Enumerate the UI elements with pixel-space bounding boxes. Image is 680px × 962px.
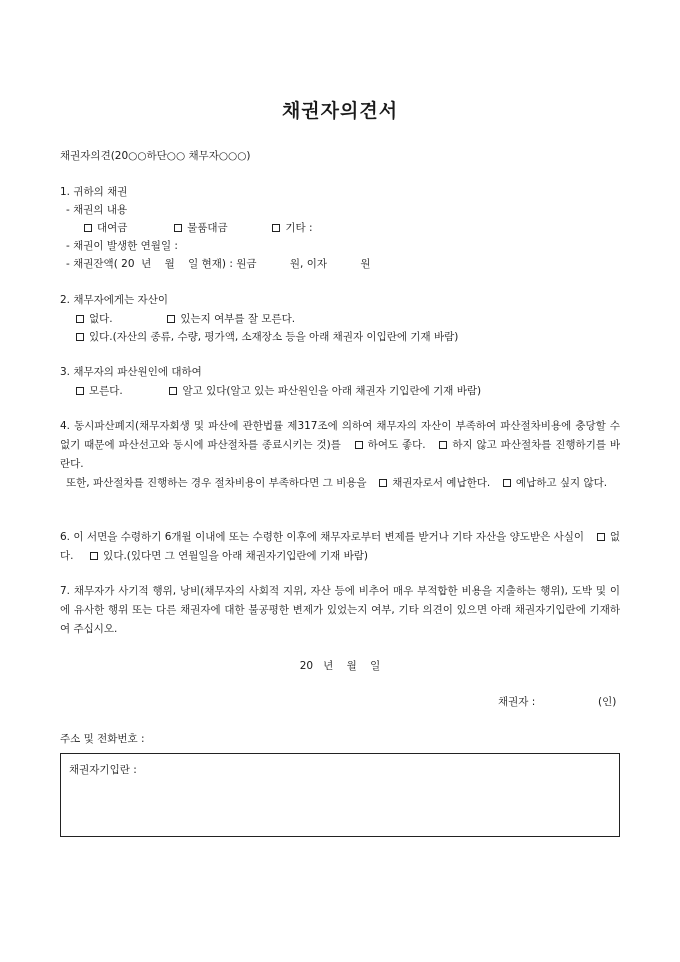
date-line: 20 년 월 일 [299,660,381,672]
address-phone-label: 주소 및 전화번호 : [60,733,145,745]
claim-date-label: - 채권이 발생한 연월일 : [66,240,178,252]
empty-checkbox-icon[interactable] [174,224,182,232]
asset-options-row1 [76,313,295,326]
empty-checkbox-icon[interactable] [272,224,280,232]
empty-checkbox-icon[interactable] [76,333,84,341]
section6-paragraph [60,528,620,566]
empty-checkbox-icon[interactable] [169,387,177,395]
option-no-assets: 없다. [89,313,113,325]
section4-paragraph [60,417,620,493]
claim-content-label: - 채권의 내용 [66,204,128,216]
option-goods-price: 물품대금 [187,222,228,234]
option-no-repayment: 없다. [60,531,621,562]
empty-checkbox-icon[interactable] [597,533,605,541]
option-loan: 대여금 [97,222,128,234]
option-no-prepay: 예납하고 싶지 않다. [515,477,608,489]
empty-checkbox-icon[interactable] [439,441,447,449]
option-other: 기타 : [285,222,313,234]
option-dismiss-ok: 하여도 좋다. [367,439,426,451]
section4-text-a: 4. 동시파산폐지(채무자회생 및 파산에 관한법률 제317조에 의하여 채무자의 자산이 부족하여 파산절차비용에 충당할 수 없기 때문에 파산선고와 동시에 파산절차를 종료시키는 것)를 [60,420,620,451]
empty-checkbox-icon[interactable] [503,479,511,487]
empty-checkbox-icon[interactable] [379,479,387,487]
option-prepay: 채권자로서 예납한다. [392,477,491,489]
option-had-repayment: 있다.(있다면 그 연월일을 아래 채권자기입란에 기재 바람) [103,550,369,562]
seal-mark: (인) [598,696,617,708]
entry-box-label: 채권자기입란 : [69,764,137,776]
option-cause-known: 알고 있다(알고 있는 파산원인을 아래 채권자 기입란에 기재 바람) [182,385,482,397]
section2-heading: 2. 채무자에게는 자산이 [60,294,168,306]
option-continue-proceedings: 하지 않고 파산절차를 진행하기를 바란다. [60,439,620,470]
claim-balance-label: - 채권잔액( 20 년 월 일 현재) : 원금 원, 이자 원 [66,258,371,270]
empty-checkbox-icon[interactable] [76,387,84,395]
asset-options-row2 [76,331,458,344]
empty-checkbox-icon[interactable] [84,224,92,232]
section1-heading: 1. 귀하의 채권 [60,186,128,198]
empty-checkbox-icon[interactable] [90,552,98,560]
section7-paragraph: 7. 채무자가 사기적 행위, 낭비(채무자의 사회적 지위, 자산 등에 비추어 매우 부적합한 비용을 지출하는 행위), 도박 및 이에 유사한 행위 또는 다른 채권자에 대한 불공평한 변제가 있었는지 여부, 기타 의견이 있으면 아래 채권자기입란에 기재하여 주십시오. [60,585,620,635]
option-has-assets: 있다.(자산의 종류, 수량, 평가액, 소재장소 등을 아래 채권자 이입란에 기재 바람) [89,331,459,343]
bankruptcy-cause-options [76,385,481,398]
case-header: 채권자의견(20○○하단○○ 채무자○○○) [60,150,251,162]
empty-checkbox-icon[interactable] [76,315,84,323]
section3-heading: 3. 채무자의 파산원인에 대하여 [60,366,202,378]
creditor-entry-box[interactable] [60,753,620,837]
option-cause-unknown: 모른다. [89,385,123,397]
empty-checkbox-icon[interactable] [355,441,363,449]
section6-text: 6. 이 서면을 수령하기 6개월 이내에 또는 수령한 이후에 채무자로부터 변제를 받거나 기타 자산을 양도받은 사실이 [60,531,585,543]
creditor-label: 채권자 : [498,696,536,708]
claim-type-options [84,222,313,235]
empty-checkbox-icon[interactable] [167,315,175,323]
section4-text-b: 또한, 파산절차를 진행하는 경우 절차비용이 부족하다면 그 비용을 [66,477,367,489]
option-unknown-assets: 있는지 여부를 잘 모른다. [180,313,296,325]
page-title: 채권자의견서 [281,100,399,122]
